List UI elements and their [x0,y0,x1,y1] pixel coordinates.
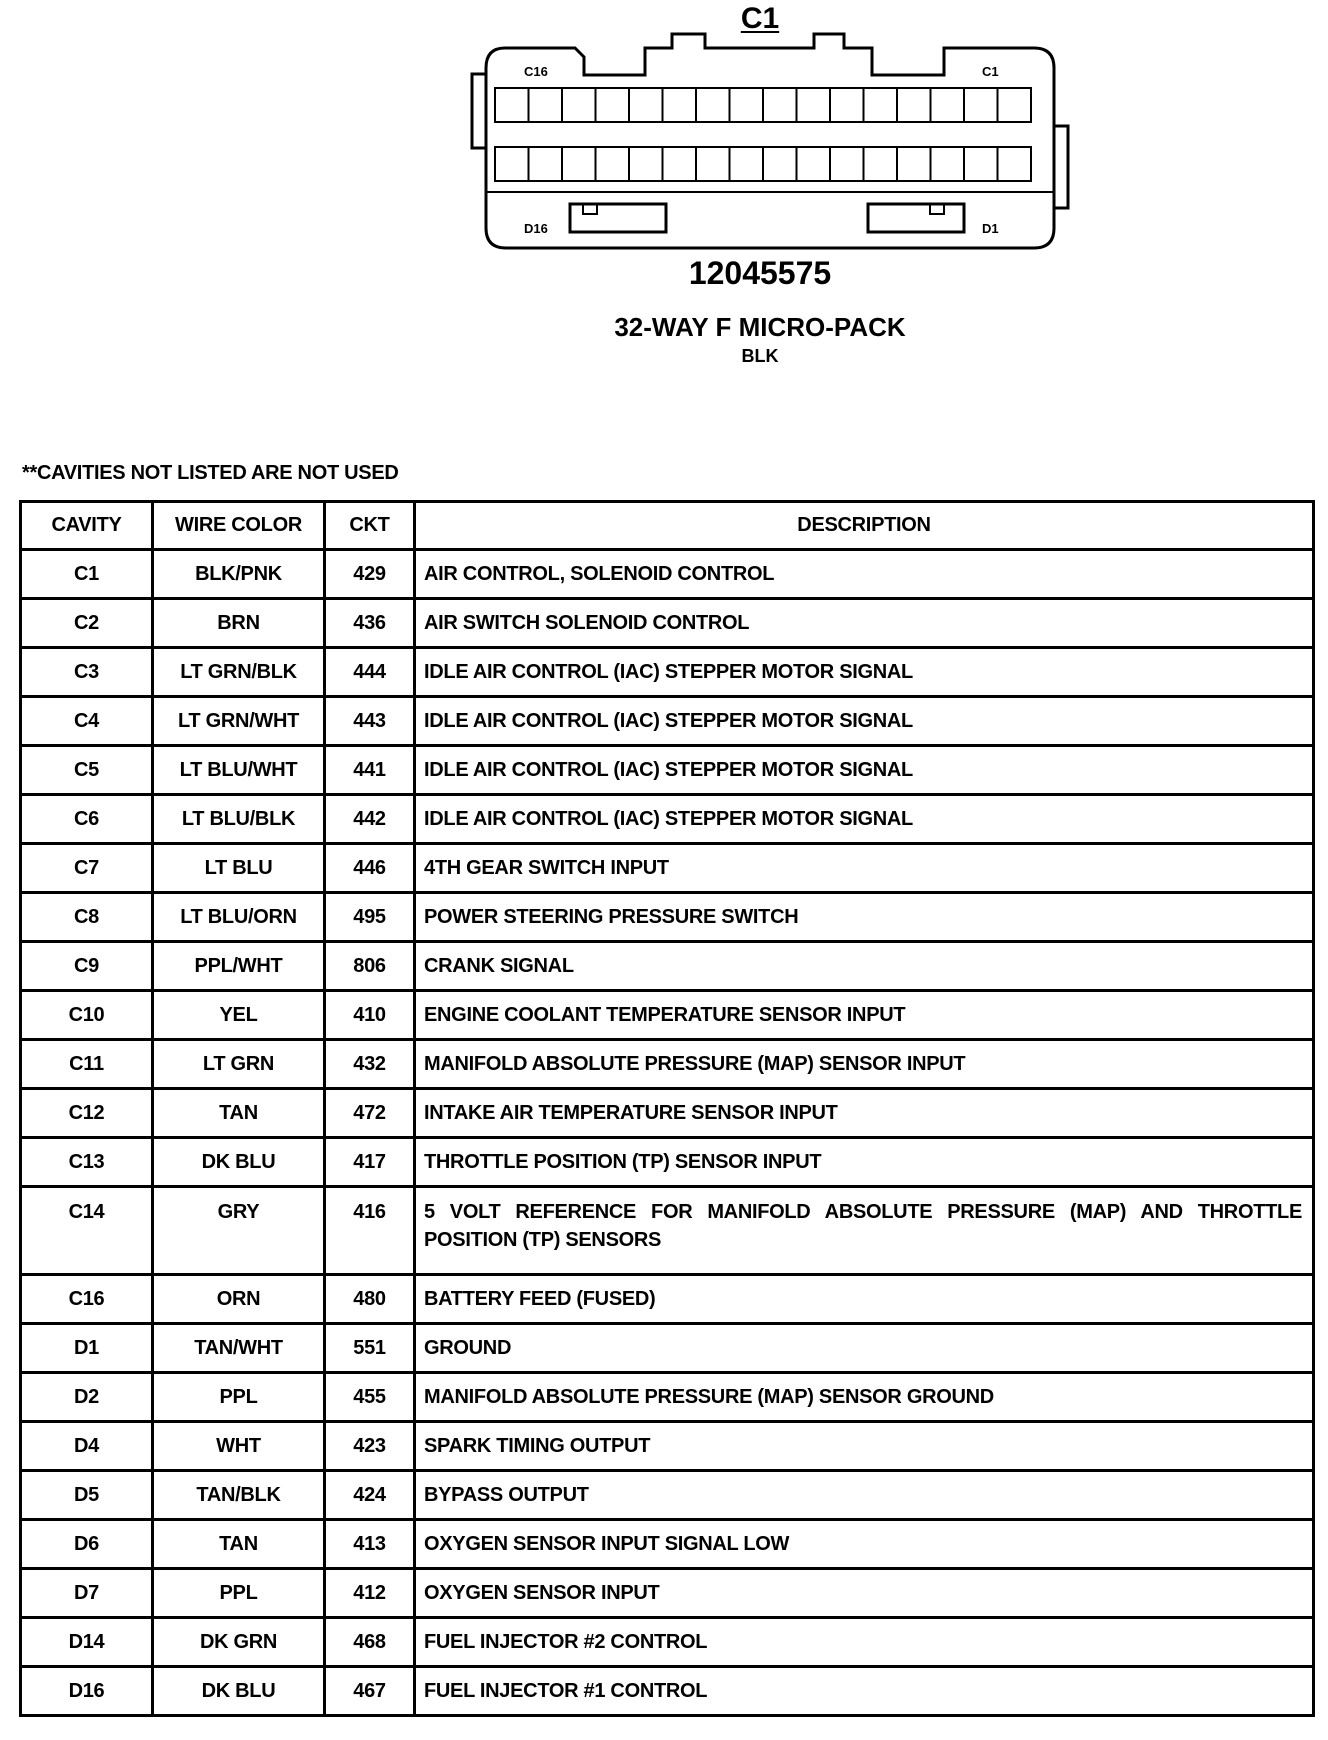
description-cell: POWER STEERING PRESSURE SWITCH [415,893,1314,942]
description-cell: BYPASS OUTPUT [415,1471,1314,1520]
wire-color-cell: ORN [153,1275,325,1324]
table-row [21,1138,1314,1187]
cavity-cell: D14 [21,1618,153,1667]
description-cell: IDLE AIR CONTROL (IAC) STEPPER MOTOR SIGNAL [415,648,1314,697]
pin-cavity-d10 [696,147,730,181]
keying-slot-left [570,204,666,232]
pin-cavity-d12 [629,147,663,181]
pin-cavity-d7 [797,147,831,181]
table-header-row [21,502,1314,550]
pin-label-d16: D16 [524,221,548,236]
cavity-cell: C2 [21,599,153,648]
circuit-cell: 551 [325,1324,415,1373]
circuit-cell: 455 [325,1373,415,1422]
pin-cavity-c10 [696,88,730,122]
circuit-cell: 412 [325,1569,415,1618]
description-cell: OXYGEN SENSOR INPUT [415,1569,1314,1618]
circuit-cell: 416 [325,1187,415,1275]
description-cell: GROUND [415,1324,1314,1373]
table-row [21,648,1314,697]
wire-color-cell: LT BLU/ORN [153,893,325,942]
wire-color-cell: WHT [153,1422,325,1471]
pin-cavity-c1 [998,88,1032,122]
cavity-cell: C1 [21,550,153,599]
table-row [21,1324,1314,1373]
wire-color-cell: GRY [153,1187,325,1275]
circuit-cell: 480 [325,1275,415,1324]
circuit-cell: 444 [325,648,415,697]
description-cell: AIR SWITCH SOLENOID CONTROL [415,599,1314,648]
description-cell: IDLE AIR CONTROL (IAC) STEPPER MOTOR SIGNAL [415,795,1314,844]
cavity-cell: D2 [21,1373,153,1422]
pin-cavity-d16 [495,147,529,181]
circuit-cell: 442 [325,795,415,844]
table-row [21,697,1314,746]
circuit-cell: 424 [325,1471,415,1520]
connector-title: C1 [740,2,780,35]
wire-color-cell: PPL [153,1373,325,1422]
wire-color-cell: PPL/WHT [153,942,325,991]
cavity-cell: C11 [21,1040,153,1089]
connector-color: BLK [741,346,779,366]
table-row [21,1275,1314,1324]
wire-color-cell: DK BLU [153,1667,325,1716]
pin-cavity-c11 [663,88,697,122]
description-cell: OXYGEN SENSOR INPUT SIGNAL LOW [415,1520,1314,1569]
pin-cavity-d5 [864,147,898,181]
table-row [21,991,1314,1040]
pin-cavity-c3 [931,88,965,122]
circuit-cell: 432 [325,1040,415,1089]
table-row [21,1618,1314,1667]
pinout-table [19,500,1315,1717]
circuit-cell: 468 [325,1618,415,1667]
pin-cavity-d15 [529,147,563,181]
circuit-cell: 495 [325,893,415,942]
connector-diagram [0,0,1328,250]
circuit-cell: 417 [325,1138,415,1187]
description-cell: BATTERY FEED (FUSED) [415,1275,1314,1324]
cavity-cell: C10 [21,991,153,1040]
pin-cavity-c8 [763,88,797,122]
circuit-cell: 413 [325,1520,415,1569]
part-number: 12045575 [688,255,832,291]
description-cell: ENGINE COOLANT TEMPERATURE SENSOR INPUT [415,991,1314,1040]
pin-cavity-d6 [830,147,864,181]
description-cell: MANIFOLD ABSOLUTE PRESSURE (MAP) SENSOR INPUT [415,1040,1314,1089]
pin-label-d1: D1 [982,221,999,236]
connector-type: 32-WAY F MICRO-PACK [614,312,906,342]
table-row [21,942,1314,991]
wire-color-cell: LT GRN [153,1040,325,1089]
cavity-note: **CAVITIES NOT LISTED ARE NOT USED [22,462,399,484]
pin-cavity-d13 [596,147,630,181]
pin-cavity-c7 [797,88,831,122]
cavity-cell: C7 [21,844,153,893]
description-cell: 4TH GEAR SWITCH INPUT [415,844,1314,893]
table-row [21,795,1314,844]
circuit-cell: 423 [325,1422,415,1471]
table-row [21,1667,1314,1716]
header-ckt: CKT [325,502,415,550]
cavity-cell: C4 [21,697,153,746]
right-latch [1054,126,1068,208]
circuit-cell: 443 [325,697,415,746]
circuit-cell: 429 [325,550,415,599]
circuit-cell: 436 [325,599,415,648]
header-description: DESCRIPTION [415,502,1314,550]
wire-color-cell: LT GRN/BLK [153,648,325,697]
pin-cavity-c12 [629,88,663,122]
header-wire-color: WIRE COLOR [153,502,325,550]
pin-label-c16: C16 [524,64,548,79]
wire-color-cell: LT BLU/WHT [153,746,325,795]
table-row [21,1520,1314,1569]
table-row [21,746,1314,795]
description-cell: IDLE AIR CONTROL (IAC) STEPPER MOTOR SIGNAL [415,746,1314,795]
cavity-cell: C14 [21,1187,153,1275]
table-row [21,1187,1314,1275]
pin-cavity-d1 [998,147,1032,181]
pin-cavity-c14 [562,88,596,122]
cavity-cell: D4 [21,1422,153,1471]
pin-label-c1: C1 [982,64,999,79]
description-cell: INTAKE AIR TEMPERATURE SENSOR INPUT [415,1089,1314,1138]
circuit-cell: 806 [325,942,415,991]
pin-cavity-c15 [529,88,563,122]
wire-color-cell: TAN/BLK [153,1471,325,1520]
table-row [21,550,1314,599]
cavity-cell: D5 [21,1471,153,1520]
pin-cavity-d4 [897,147,931,181]
pin-cavity-d11 [663,147,697,181]
table-row [21,844,1314,893]
pin-cavity-c9 [730,88,764,122]
table-row [21,1471,1314,1520]
circuit-cell: 467 [325,1667,415,1716]
table-row [21,1089,1314,1138]
wire-color-cell: YEL [153,991,325,1040]
description-cell: CRANK SIGNAL [415,942,1314,991]
wire-color-cell: TAN [153,1520,325,1569]
cavity-cell: C16 [21,1275,153,1324]
pin-cavity-c2 [964,88,998,122]
description-cell: SPARK TIMING OUTPUT [415,1422,1314,1471]
cavity-cell: D6 [21,1520,153,1569]
description-cell: FUEL INJECTOR #2 CONTROL [415,1618,1314,1667]
pin-cavity-c5 [864,88,898,122]
pin-cavity-d14 [562,147,596,181]
cavity-cell: C12 [21,1089,153,1138]
cavity-cell: C8 [21,893,153,942]
pin-cavity-d3 [931,147,965,181]
description-cell: MANIFOLD ABSOLUTE PRESSURE (MAP) SENSOR GROUND [415,1373,1314,1422]
table-row [21,599,1314,648]
circuit-cell: 441 [325,746,415,795]
wire-color-cell: BRN [153,599,325,648]
wire-color-cell: TAN [153,1089,325,1138]
pin-cavity-c4 [897,88,931,122]
pin-cavity-c16 [495,88,529,122]
left-latch [472,74,486,148]
cavity-cell: C3 [21,648,153,697]
description-cell: 5 VOLT REFERENCE FOR MANIFOLD ABSOLUTE PRESSURE (MAP) AND THROTTLE POSITION (TP) SENSORS [415,1187,1314,1275]
wire-color-cell: LT BLU/BLK [153,795,325,844]
cavity-cell: D7 [21,1569,153,1618]
cavity-cell: C9 [21,942,153,991]
circuit-cell: 446 [325,844,415,893]
table-row [21,893,1314,942]
description-cell: AIR CONTROL, SOLENOID CONTROL [415,550,1314,599]
description-cell: FUEL INJECTOR #1 CONTROL [415,1667,1314,1716]
wire-color-cell: PPL [153,1569,325,1618]
table-row [21,1422,1314,1471]
wire-color-cell: BLK/PNK [153,550,325,599]
pin-cavity-d9 [730,147,764,181]
pin-cavity-d8 [763,147,797,181]
pin-cavity-c6 [830,88,864,122]
cavity-cell: C5 [21,746,153,795]
table-row [21,1373,1314,1422]
wire-color-cell: LT BLU [153,844,325,893]
pin-cavity-d2 [964,147,998,181]
table-row [21,1569,1314,1618]
cavity-cell: C13 [21,1138,153,1187]
wire-color-cell: TAN/WHT [153,1324,325,1373]
cavity-cell: C6 [21,795,153,844]
table-row [21,1040,1314,1089]
keying-slot-right [868,204,964,232]
circuit-cell: 472 [325,1089,415,1138]
description-cell: IDLE AIR CONTROL (IAC) STEPPER MOTOR SIGNAL [415,697,1314,746]
circuit-cell: 410 [325,991,415,1040]
wire-color-cell: DK GRN [153,1618,325,1667]
description-cell: THROTTLE POSITION (TP) SENSOR INPUT [415,1138,1314,1187]
cavity-cell: D1 [21,1324,153,1373]
cavity-cell: D16 [21,1667,153,1716]
header-cavity: CAVITY [21,502,153,550]
wire-color-cell: DK BLU [153,1138,325,1187]
pin-cavity-c13 [596,88,630,122]
wire-color-cell: LT GRN/WHT [153,697,325,746]
